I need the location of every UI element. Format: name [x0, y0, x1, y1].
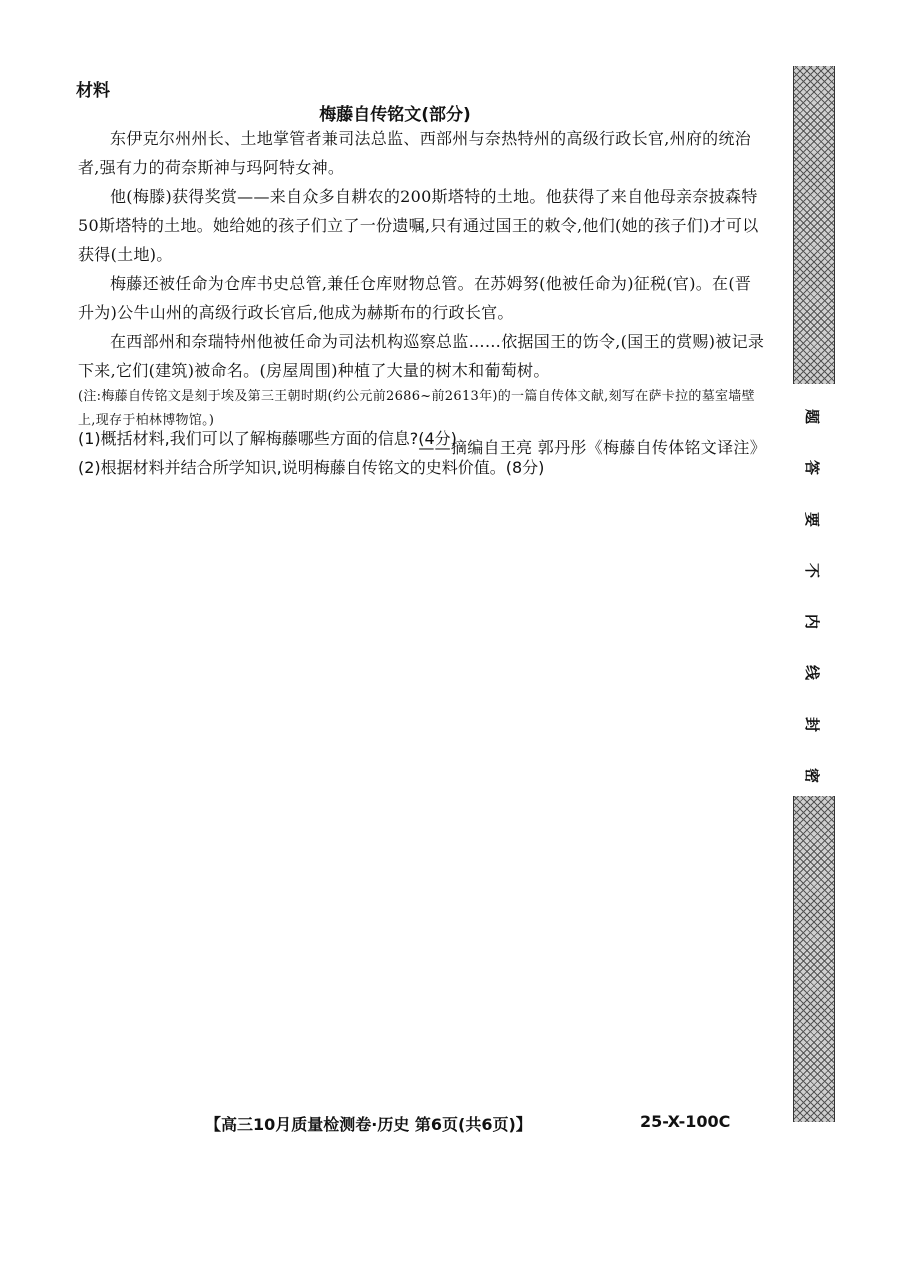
material-body — [78, 124, 766, 462]
seal-char: 要 — [803, 511, 822, 527]
paragraph-4: 在西部州和奈瑞特州他被任命为司法机构巡察总监……依据国王的饬令,(国王的赏赐)被记录下来,它们(建筑)被命名。(房屋周围)种植了大量的树木和葡萄树。 — [78, 332, 765, 380]
paragraph-1: 东伊克尔州州长、土地掌管者兼司法总监、西部州与奈热特州的高级行政长官,州府的统治者,强有力的荷奈斯神与玛阿特女神。 — [78, 129, 752, 177]
binding-pattern-bottom — [793, 796, 835, 1122]
footer-code: 25-X-100C — [640, 1112, 731, 1131]
seal-char: 线 — [803, 665, 822, 681]
binding-pattern-top — [793, 66, 835, 384]
question-1: (1)概括材料,我们可以了解梅藤哪些方面的信息?(4分) — [78, 429, 457, 448]
binding-strip — [793, 66, 833, 1122]
seal-char: 答 — [803, 460, 822, 476]
paragraph-2: 他(梅滕)获得奖赏——来自众多自耕农的200斯塔特的土地。他获得了来自他母亲奈披森特50斯塔特的土地。她给她的孩子们立了一份遗嘱,只有通过国王的敕令,他们(她的孩子们)才可以获得(土地)。 — [78, 187, 759, 264]
seal-char: 封 — [803, 716, 822, 732]
question-2: (2)根据材料并结合所学知识,说明梅藤自传铭文的史料价值。(8分) — [78, 458, 545, 477]
seal-char: 密 — [803, 767, 822, 783]
seal-char: 不 — [803, 562, 822, 578]
footer-title: 【高三10月质量检测卷·历史 第6页(共6页)】 — [205, 1115, 532, 1134]
material-label: 材料 — [76, 81, 110, 101]
source-citation: ——摘编自王亮 郭丹彤《梅藤自传体铭文译注》 — [418, 438, 766, 457]
seal-char: 题 — [803, 408, 822, 425]
seal-char: 内 — [803, 614, 822, 630]
paragraph-3: 梅藤还被任命为仓库书史总管,兼任仓库财物总管。在苏姆努(他被任命为)征税(官)。在(晋升为)公牛山州的高级行政长官后,他成为赫斯布的行政长官。 — [78, 274, 752, 322]
questions — [78, 424, 766, 482]
document-title: 梅藤自传铭文(部分) — [319, 105, 471, 125]
annotation-note: (注:梅藤自传铭文是刻于埃及第三王朝时期(约公元前2686~前2613年)的一篇自传体文献,刻写在萨卡拉的墓室墙壁上,现存于柏林博物馆。) — [78, 389, 755, 428]
seal-line-text — [793, 406, 833, 786]
